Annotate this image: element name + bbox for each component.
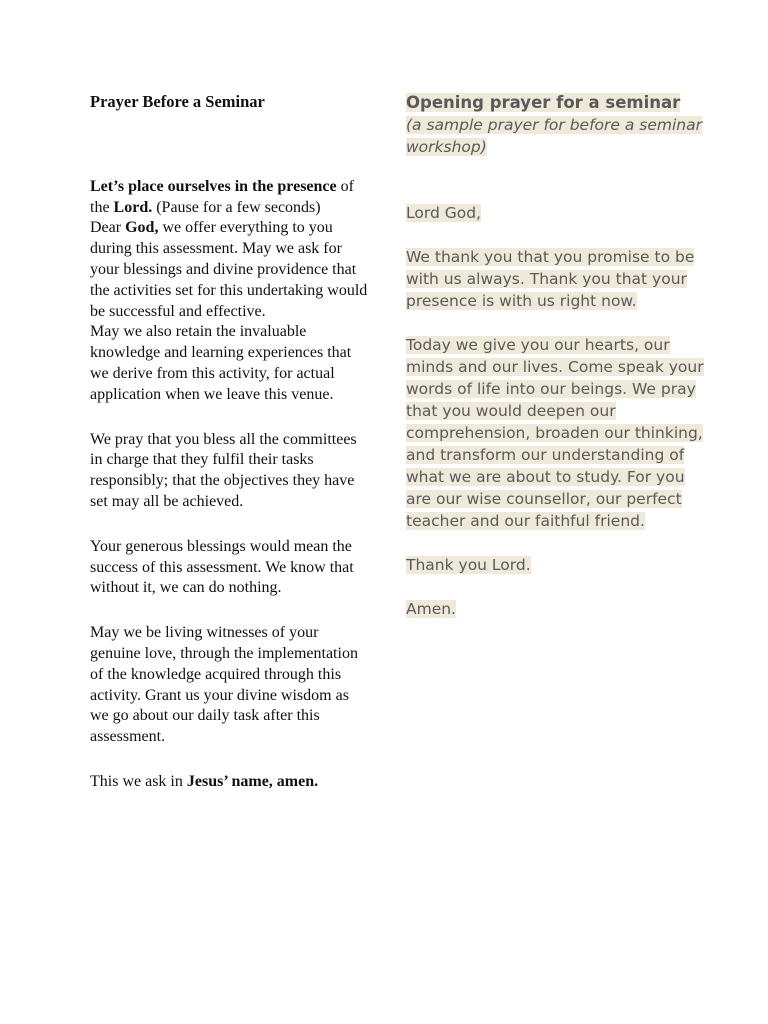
right-paragraph-1 (406, 202, 706, 224)
right-subtitle-text: (a sample prayer for before a seminar workshop) (406, 116, 702, 156)
left-p1-bold-god: God, (125, 219, 159, 237)
right-paragraph-2 (406, 246, 706, 312)
right-paragraph-4 (406, 554, 706, 576)
right-p5-text: Amen. (406, 600, 456, 618)
left-paragraph-2: We pray that you bless all the committees in charge that they fulfil their tasks responsibly; that the objectives they have set may all be achieved. (90, 430, 357, 510)
left-p1-text-3: Dear (90, 219, 126, 237)
left-p5-bold: Jesus’ name, amen. (186, 772, 319, 790)
left-paragraph-3: Your generous blessings would mean the success of this assessment. We know that without it, we can do nothing. (90, 537, 354, 597)
left-p1-text-2: (Pause for a few seconds) (152, 198, 321, 216)
left-paragraph-5 (90, 772, 370, 793)
left-title: Prayer Before a Seminar (90, 92, 265, 111)
right-title-text: Opening prayer for a seminar (406, 93, 681, 112)
left-p1-text-5: May we also retain the invaluable knowledge and learning experiences that we derive from this activity, for actual application when we leave this venue. (90, 323, 352, 403)
left-column (90, 92, 370, 793)
left-p5-text: This we ask in (90, 772, 187, 790)
left-p1-bold-1: Let’s place ourselves in the presence (90, 177, 337, 195)
right-p2-text: We thank you that you promise to be with us always. Thank you that your presence is with us right now. (406, 248, 695, 310)
right-column (406, 92, 706, 620)
right-p4-text: Thank you Lord. (406, 556, 531, 574)
left-p1-bold-lord: Lord. (113, 198, 153, 216)
right-p3-text: Today we give you our hearts, our minds and our lives. Come speak your words of life into our beings. We pray that you would deepen our comprehension, broaden our thinking, and transform our understanding of what we are about to study. For you are our wise counsellor, our perfect teacher and our faithful friend. (406, 336, 704, 530)
left-paragraph-1 (90, 177, 370, 406)
right-paragraph-3 (406, 334, 706, 532)
right-paragraph-5 (406, 598, 706, 620)
right-p1-text: Lord God, (406, 204, 481, 222)
right-subtitle (406, 114, 706, 158)
left-paragraph-4: May we be living witnesses of your genuine love, through the implementation of the knowledge acquired through this activity. Grant us your divine wisdom as we go about our daily task after this assessment. (90, 624, 358, 746)
right-title (406, 92, 706, 114)
left-p1-text-4: we offer everything to you during this assessment. May we ask for your blessings and divine providence that the activities set for this undertaking would be successful and effective. (90, 219, 368, 320)
left-p1-text-1: of the (90, 177, 354, 216)
